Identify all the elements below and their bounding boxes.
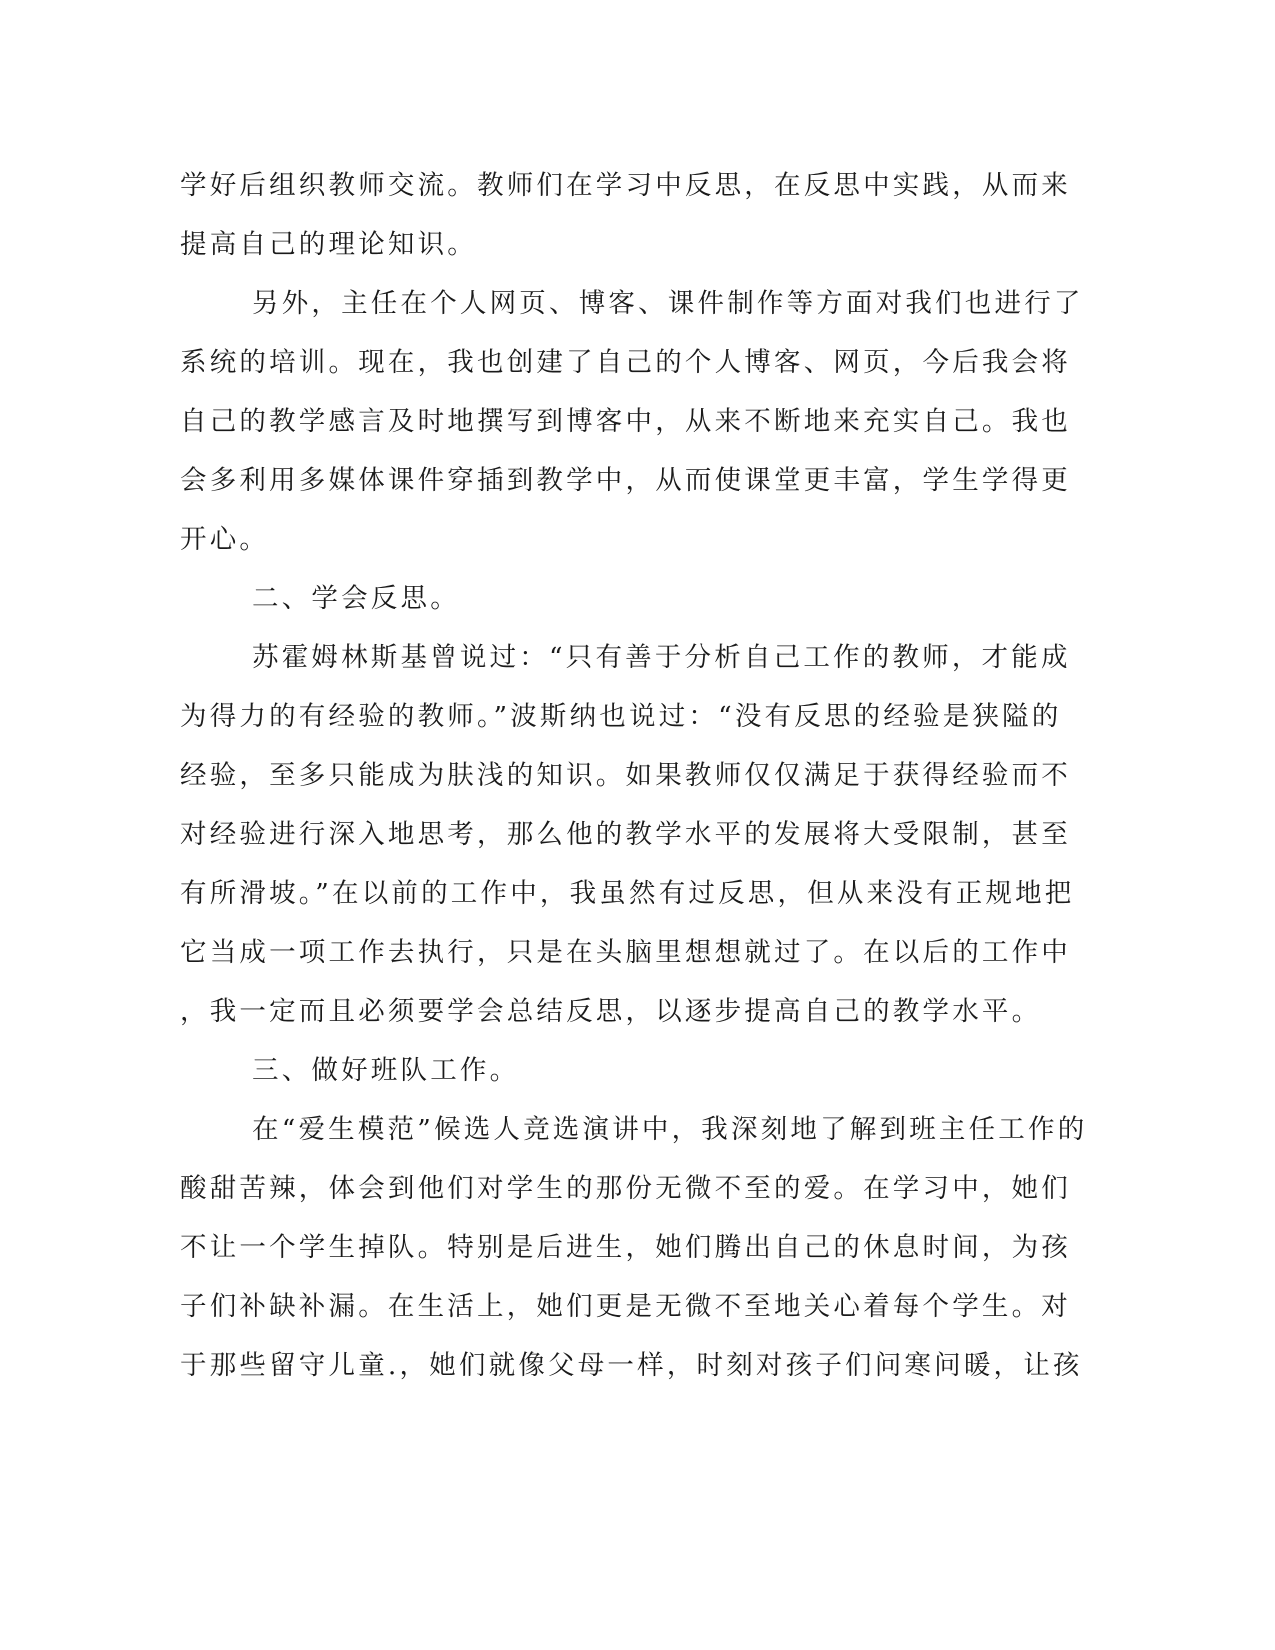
text-line: ，我一定而且必须要学会总结反思，以逐步提高自己的教学水平。 (180, 996, 1042, 1027)
paragraph-start-line: 另外，主任在个人网页、博客、课件制作等方面对我们也进行了 (252, 288, 1084, 319)
text-line: 经验，至多只能成为肤浅的知识。如果教师仅仅满足于获得经验而不 (180, 760, 1071, 791)
text-line: 对经验进行深入地思考，那么他的教学水平的发展将大受限制，甚至 (180, 819, 1071, 850)
text-line: 不让一个学生掉队。特别是后进生，她们腾出自己的休息时间，为孩 (180, 1232, 1071, 1263)
text-line: 为得力的有经验的教师。”波斯纳也说过：“没有反思的经验是狭隘的 (180, 701, 1062, 732)
text-line: 于那些留守儿童.，她们就像父母一样，时刻对孩子们问寒问暖，让孩 (180, 1350, 1083, 1381)
section-heading: 三、做好班队工作。 (252, 1055, 520, 1086)
text-line: 子们补缺补漏。在生活上，她们更是无微不至地关心着每个学生。对 (180, 1291, 1071, 1322)
body-text (180, 156, 1088, 1395)
text-line: 系统的培训。现在，我也创建了自己的个人博客、网页，今后我会将 (180, 347, 1071, 378)
text-line: 它当成一项工作去执行，只是在头脑里想想就过了。在以后的工作中 (180, 937, 1071, 968)
text-line: 自己的教学感言及时地撰写到博客中，从来不断地来充实自己。我也 (180, 406, 1071, 437)
text-line: 提高自己的理论知识。 (180, 229, 477, 260)
text-line: 开心。 (180, 524, 270, 555)
text-line: 学好后组织教师交流。教师们在学习中反思，在反思中实践，从而来 (180, 170, 1071, 201)
text-line: 酸甜苦辣，体会到他们对学生的那份无微不至的爱。在学习中，她们 (180, 1173, 1071, 1204)
section-heading: 二、学会反思。 (252, 583, 460, 614)
paragraph-start-line: 在“爱生模范”候选人竞选演讲中，我深刻地了解到班主任工作的 (252, 1114, 1088, 1145)
text-line: 会多利用多媒体课件穿插到教学中，从而使课堂更丰富，学生学得更 (180, 465, 1071, 496)
paragraph-start-line: 苏霍姆林斯基曾说过：“只有善于分析自己工作的教师，才能成 (252, 642, 1071, 673)
text-line: 有所滑坡。”在以前的工作中，我虽然有过反思，但从来没有正规地把 (180, 878, 1075, 909)
